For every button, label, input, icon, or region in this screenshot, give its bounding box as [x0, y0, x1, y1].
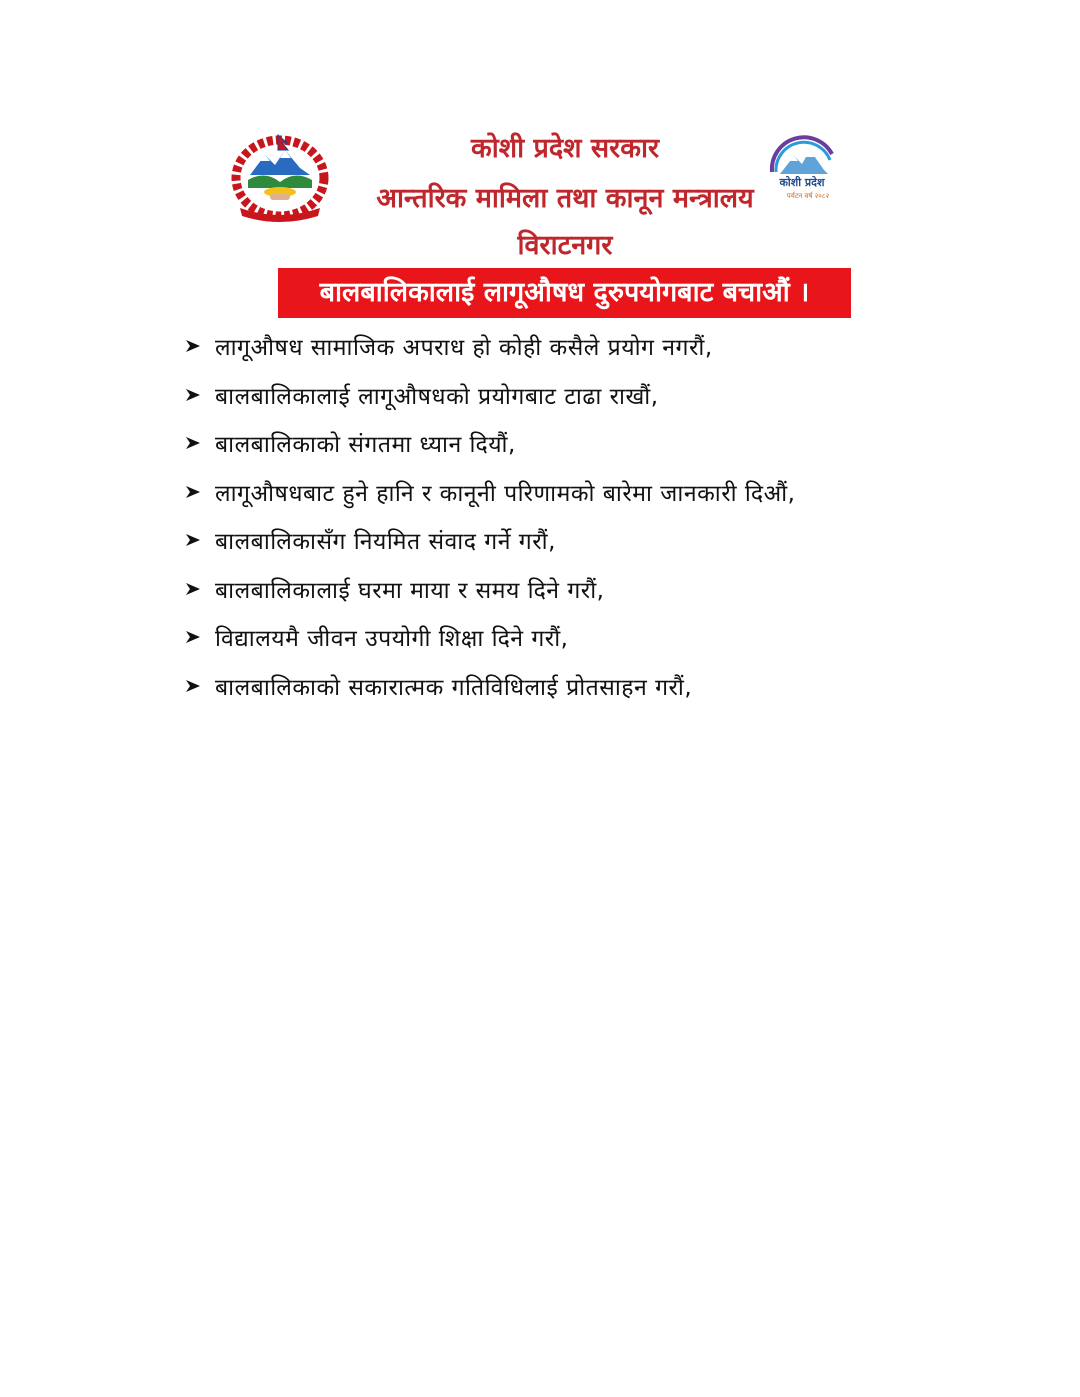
arrow-bullet-icon	[183, 385, 203, 405]
header-city: विराटनगर	[517, 230, 613, 261]
header-ministry-name: आन्तरिक मामिला तथा कानून मन्त्रालय	[376, 183, 754, 214]
slogan-banner	[278, 268, 851, 318]
arrow-bullet-icon	[183, 627, 203, 647]
arrow-bullet-icon	[183, 676, 203, 696]
list-item	[183, 468, 943, 517]
list-item	[183, 371, 943, 420]
list-item-text: बालबालिकासँग नियमित संवाद गर्ने गरौं,	[215, 529, 556, 556]
arrow-bullet-icon	[183, 433, 203, 453]
slogan-text: बालबालिकालाई लागूऔषध दुरुपयोगबाट बचाऔं ।	[319, 277, 810, 308]
arrow-bullet-icon	[183, 579, 203, 599]
list-item-text: बालबालिकाको सकारात्मक गतिविधिलाई प्रोतसाहन गरौं,	[215, 674, 693, 701]
header-government-name: कोशी प्रदेश सरकार	[470, 133, 659, 164]
list-item-text: लागूऔषधबाट हुने हानि र कानूनी परिणामको बारेमा जानकारी दिऔं,	[215, 480, 796, 507]
advice-list	[183, 322, 943, 710]
list-item	[183, 516, 943, 565]
list-item-text: लागूऔषध सामाजिक अपराध हो कोही कसैले प्रयोग नगरौं,	[215, 335, 713, 362]
logo-text: कोशी प्रदेश	[779, 176, 825, 189]
arrow-bullet-icon	[183, 482, 203, 502]
arrow-bullet-icon	[183, 530, 203, 550]
list-item	[183, 662, 943, 711]
list-item-text: बालबालिकालाई घरमा माया र समय दिने गरौं,	[215, 577, 605, 604]
logo-subtext: पर्यटन वर्ष २०८२	[786, 192, 830, 200]
arrow-bullet-icon	[183, 336, 203, 356]
list-item	[183, 565, 943, 614]
list-item-text: बालबालिकालाई लागूऔषधको प्रयोगबाट टाढा राखौं,	[215, 383, 659, 410]
list-item-text: विद्यालयमै जीवन उपयोगी शिक्षा दिने गरौं,	[215, 626, 569, 653]
koshi-pradesh-logo-icon	[762, 132, 846, 212]
list-item	[183, 613, 943, 662]
list-item-text: बालबालिकाको संगतमा ध्यान दियौं,	[215, 432, 516, 459]
list-item	[183, 419, 943, 468]
list-item	[183, 322, 943, 371]
